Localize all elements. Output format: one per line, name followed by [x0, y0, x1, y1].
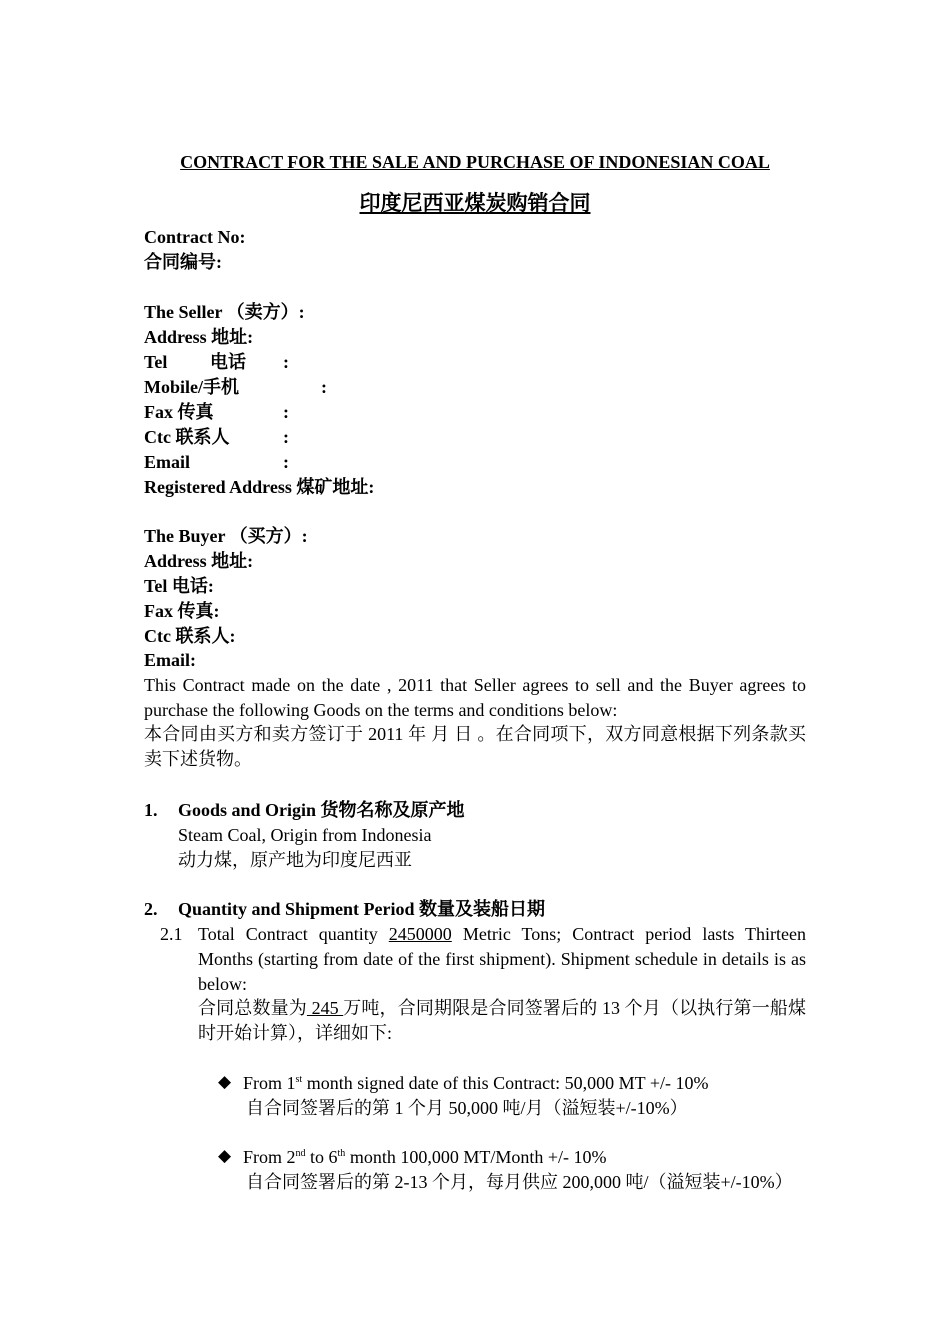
- clause-2-1-text-cn-pre: 合同总数量为: [198, 998, 307, 1018]
- section-1-goods-en: Steam Coal, Origin from Indonesia: [178, 825, 432, 845]
- seller-heading: The Seller （卖方）:: [144, 302, 305, 322]
- bullet-2-text-cn: 自合同签署后的第 2-13 个月，每月供应 200,000 吨/（溢短装+/-10%）: [246, 1172, 793, 1192]
- contract-no-label: Contract No:: [144, 227, 246, 247]
- seller-mobile-colon: :: [321, 377, 327, 397]
- buyer-contact-label: Ctc 联系人:: [144, 626, 236, 646]
- section-1-number: 1.: [144, 800, 158, 820]
- buyer-heading: The Buyer （买方）:: [144, 526, 308, 546]
- clause-2-1-text-en: [198, 922, 806, 997]
- seller-email-colon: :: [283, 452, 289, 472]
- intro-paragraph-en: This Contract made on the date , 2011 that Seller agrees to sell and the Buyer agrees to purchase the following Goods on the terms and conditions below:: [144, 675, 806, 720]
- clause-2-1-text-cn-post: 万吨，合同期限是合同签署后的 13 个月（以执行第一船煤时开始计算），详细如下:: [198, 998, 807, 1043]
- diamond-bullet-icon: ◆: [218, 1146, 232, 1165]
- seller-registered-address-label: Registered Address 煤矿地址:: [144, 477, 375, 497]
- seller-contact-colon: :: [283, 427, 289, 447]
- seller-fax-label: Fax 传真: [144, 402, 214, 422]
- seller-fax-colon: :: [283, 402, 289, 422]
- seller-contact-label: Ctc 联系人: [144, 427, 230, 447]
- intro-paragraph-cn: 本合同由买方和卖方签订于 2011 年 月 日 。在合同项下，双方同意根据下列条款买卖下述货物。: [144, 724, 806, 769]
- bullet-2-text-en: From 2nd to 6th month 100,000 MT/Month +/- 10%: [243, 1147, 607, 1167]
- section-2-number: 2.: [144, 899, 158, 919]
- clause-2-1-number: 2.1: [160, 924, 183, 944]
- title-chinese: 印度尼西亚煤炭购销合同: [359, 191, 591, 215]
- clause-2-1-text-en-pre: Total Contract quantity: [198, 924, 389, 944]
- diamond-bullet-icon: ◆: [218, 1072, 232, 1091]
- section-2-heading: Quantity and Shipment Period 数量及装船日期: [178, 899, 546, 919]
- buyer-tel-label: Tel 电话:: [144, 576, 214, 596]
- bullet-1-text-en: From 1st month signed date of this Contract: 50,000 MT +/- 10%: [243, 1073, 709, 1093]
- section-1-heading: Goods and Origin 货物名称及原产地: [178, 800, 465, 820]
- seller-tel-label: Tel: [144, 352, 168, 372]
- contract-quantity-value: 2450000: [388, 924, 452, 944]
- seller-address-label: Address 地址:: [144, 327, 254, 347]
- clause-2-1-text-en-post: Metric Tons; Contract period lasts Thirteen Months (starting from date of the first shipment). Shipment schedule in details is as below:: [198, 924, 806, 994]
- contract-no-label-cn: 合同编号:: [144, 252, 222, 272]
- title-english: CONTRACT FOR THE SALE AND PURCHASE OF INDONESIAN COAL: [180, 152, 770, 172]
- seller-tel-label-cn: 电话: [210, 352, 246, 372]
- section-1-goods-cn: 动力煤，原产地为印度尼西亚: [178, 850, 412, 870]
- seller-email-label: Email: [144, 452, 191, 472]
- buyer-fax-label: Fax 传真:: [144, 601, 220, 621]
- buyer-email-label: Email:: [144, 650, 196, 670]
- seller-tel-colon: :: [283, 352, 289, 372]
- buyer-address-label: Address 地址:: [144, 551, 254, 571]
- seller-mobile-label: Mobile/手机: [144, 377, 239, 397]
- contract-quantity-value-cn: 245: [306, 998, 344, 1018]
- clause-2-1-text-cn: [198, 996, 806, 1046]
- bullet-1-text-cn: 自合同签署后的第 1 个月 50,000 吨/月（溢短装+/-10%）: [246, 1098, 688, 1118]
